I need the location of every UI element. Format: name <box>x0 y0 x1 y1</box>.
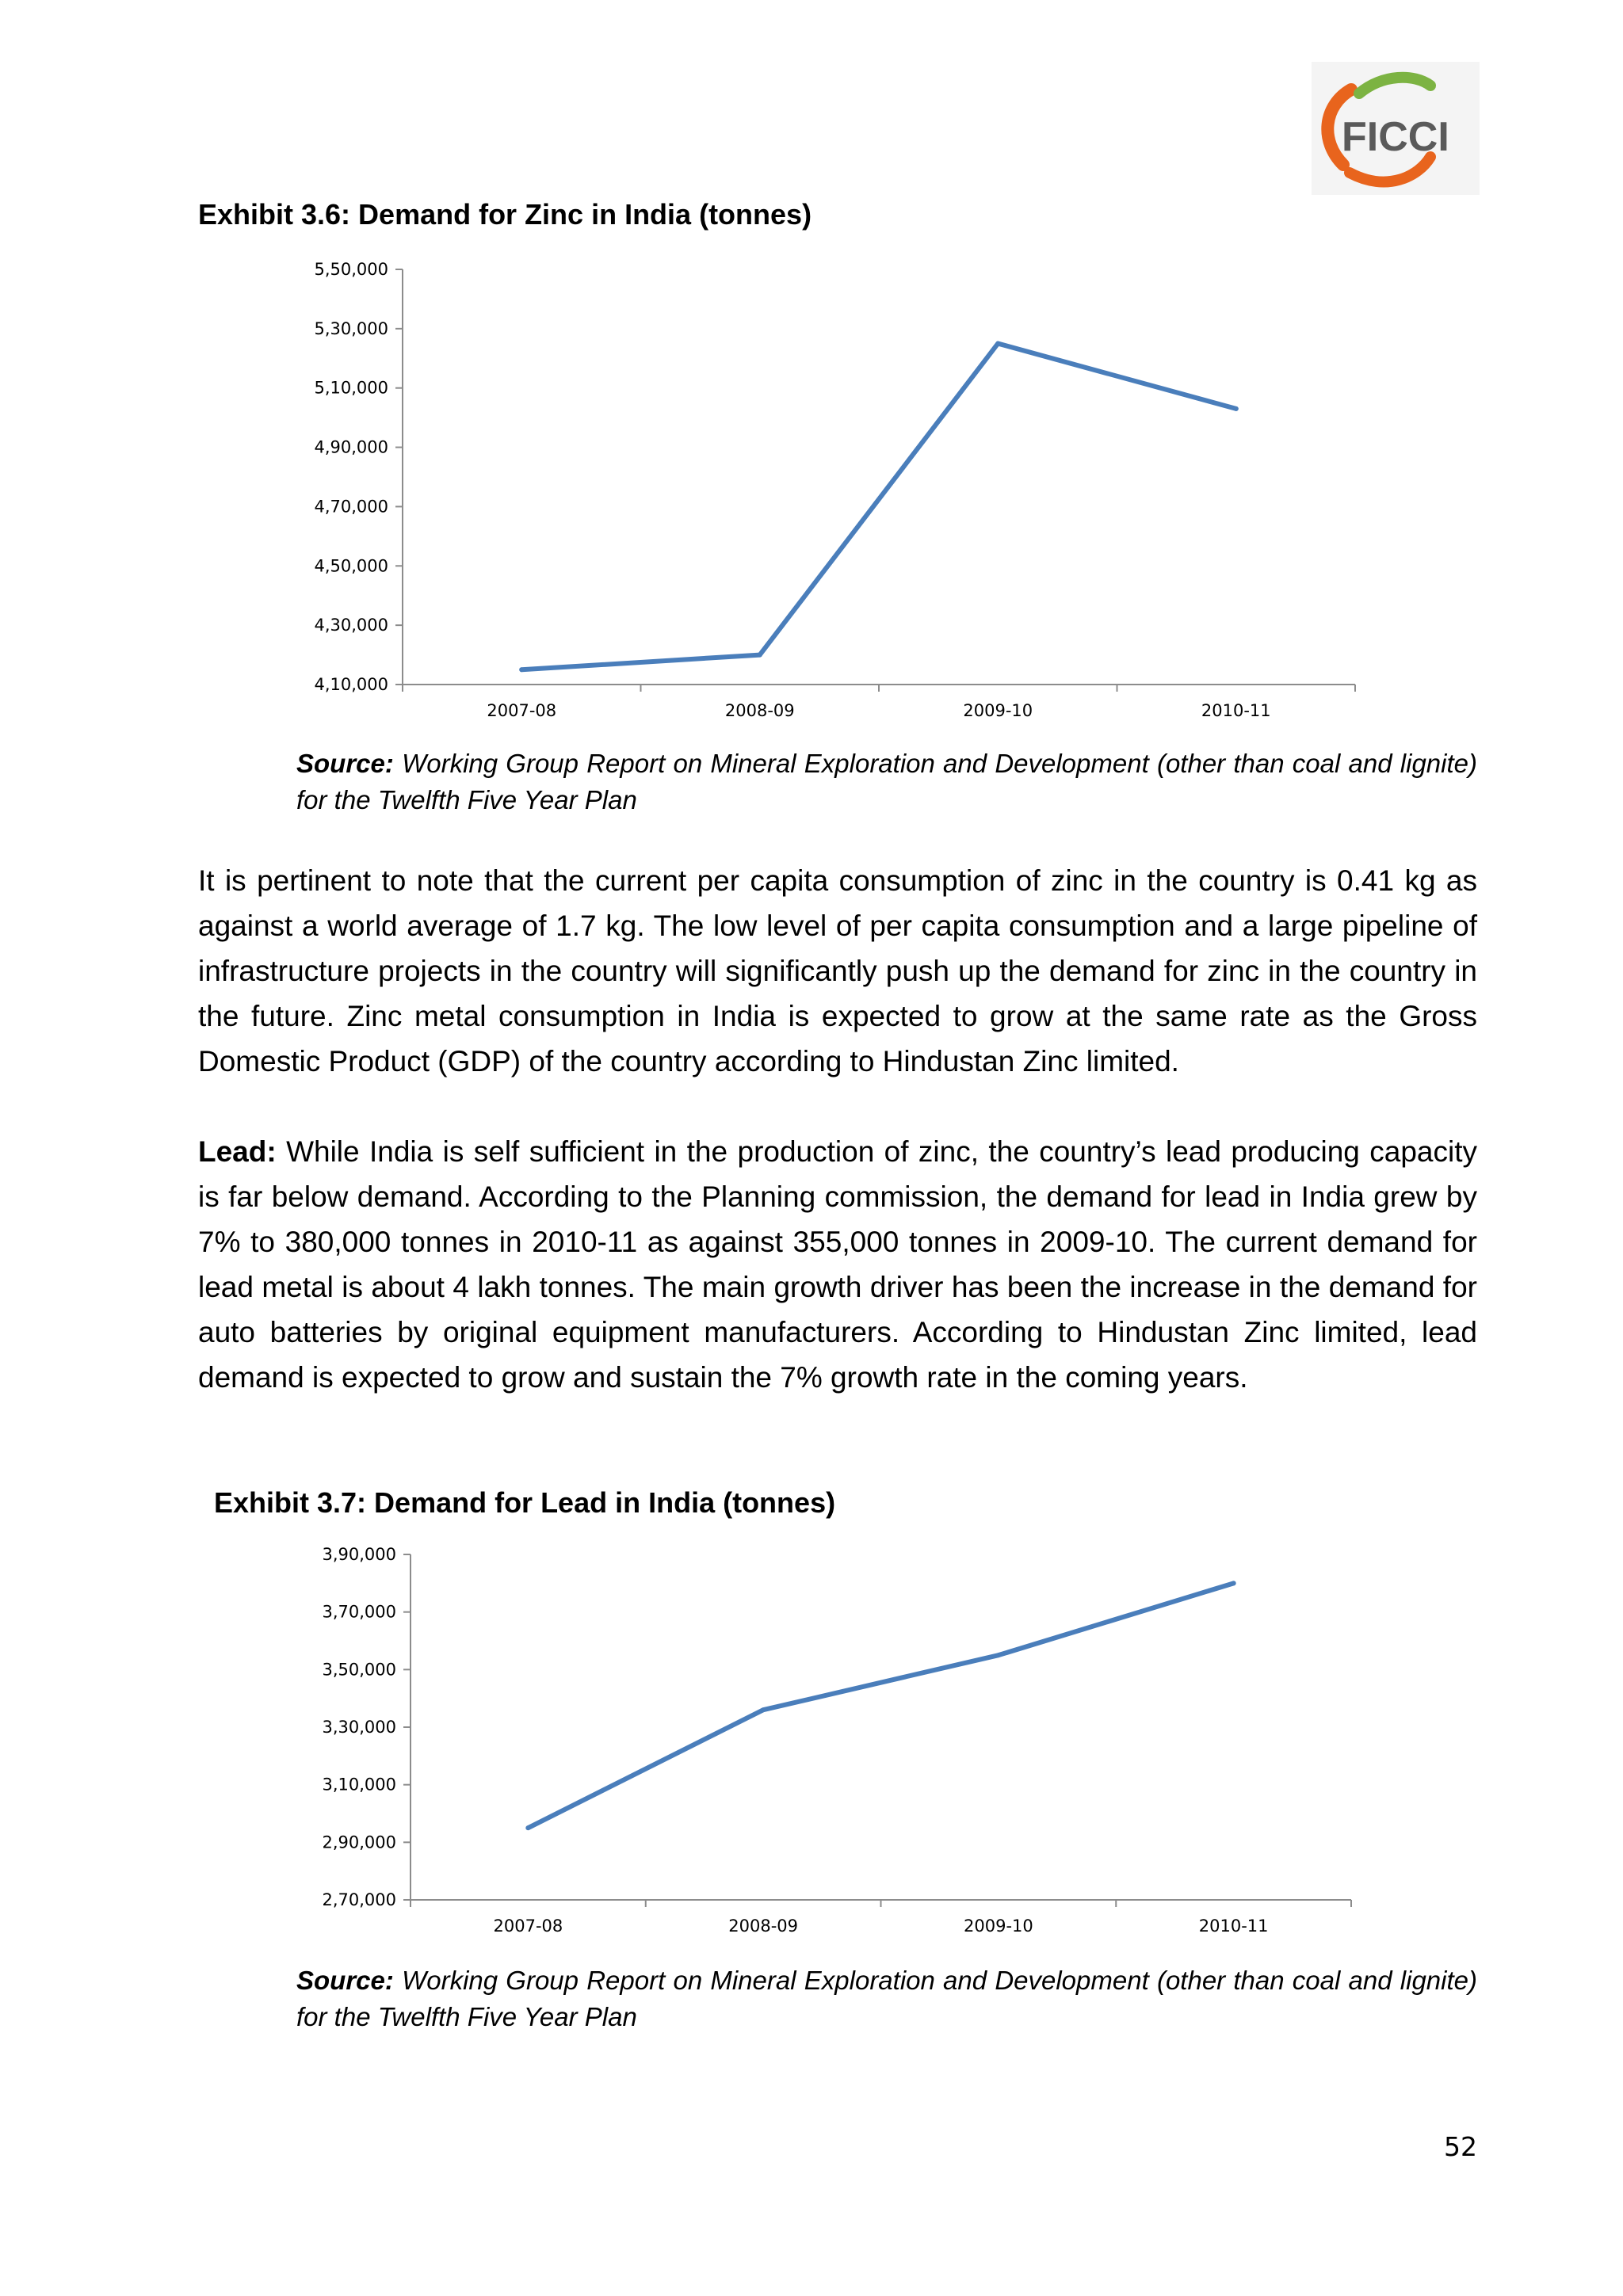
zinc-data-point <box>519 667 524 672</box>
lead-y-tick-label: 3,30,000 <box>322 1718 396 1737</box>
zinc-x-tick-label: 2009-10 <box>963 701 1033 720</box>
lead-y-tick-label: 3,90,000 <box>322 1545 396 1564</box>
lead-x-tick-label: 2009-10 <box>964 1917 1033 1936</box>
zinc-series-line <box>521 344 1236 670</box>
lead-y-tick-label: 3,70,000 <box>322 1602 396 1622</box>
lead-series-line <box>528 1583 1233 1828</box>
lead-y-tick-label: 3,10,000 <box>322 1775 396 1794</box>
logo-wordmark: FICCI <box>1342 114 1449 160</box>
ficci-logo <box>1312 62 1480 195</box>
zinc-y-tick-label: 5,10,000 <box>314 378 388 398</box>
zinc-source-note <box>296 746 1477 818</box>
page-number: 52 <box>1444 2131 1477 2162</box>
lead-source-label: Source: <box>296 1966 394 1995</box>
lead-x-tick-label: 2008-09 <box>728 1917 798 1936</box>
zinc-data-point <box>995 341 1000 346</box>
ficci-logo-graphic <box>1312 62 1480 195</box>
lead-x-tick-label: 2010-11 <box>1198 1917 1269 1936</box>
lead-demand-chart <box>285 1542 1371 1954</box>
lead-data-point <box>761 1707 766 1712</box>
zinc-data-point <box>758 653 762 658</box>
exhibit-zinc-title: Exhibit 3.6: Demand for Zinc in India (tonnes) <box>198 198 812 231</box>
zinc-y-tick-label: 4,90,000 <box>314 437 388 457</box>
lead-x-tick-label: 2007-08 <box>493 1917 563 1936</box>
lead-paragraph <box>198 1129 1477 1400</box>
lead-data-point <box>1232 1581 1236 1585</box>
zinc-source-label: Source: <box>296 749 394 778</box>
lead-y-tick-label: 2,90,000 <box>322 1833 396 1852</box>
zinc-x-tick-label: 2010-11 <box>1201 701 1271 720</box>
zinc-y-tick-label: 5,30,000 <box>314 318 388 338</box>
lead-source-note <box>296 1962 1477 2035</box>
exhibit-lead-title: Exhibit 3.7: Demand for Lead in India (tonnes) <box>214 1486 836 1519</box>
lead-source-text: Working Group Report on Mineral Exploration and Development (other than coal and lignite) for the Twelfth Five Year Plan <box>296 1966 1477 2031</box>
zinc-y-tick-label: 4,50,000 <box>314 556 388 576</box>
lead-y-tick-label: 2,70,000 <box>322 1890 396 1909</box>
zinc-consumption-paragraph: It is pertinent to note that the current per capita consumption of zinc in the country is 0.41 kg as against a world average of 1.7 kg. The low level of per capita consumption and a large pipeline of infrastructure projects in the country will significantly push up the demand for zinc in the country in the future. Zinc metal consumption in India is expected to grow at the same rate as the Gross Domestic Product (GDP) of the country according to Hindustan Zinc limited. <box>198 864 1477 1077</box>
zinc-x-tick-label: 2007-08 <box>487 701 557 720</box>
lead-data-point <box>525 1825 530 1830</box>
zinc-y-tick-label: 4,10,000 <box>314 675 388 694</box>
zinc-data-point <box>1234 406 1239 411</box>
lead-paragraph-text: While India is self sufficient in the production of zinc, the country’s lead producing capacity is far below demand. According to the Planning commission, the demand for lead in India grew by 7% to 380,000 tonnes in 2010-11 as against 355,000 tonnes in 2009-10. The current demand for lead metal is about 4 lakh tonnes. The main growth driver has been the increase in the demand for auto batteries by original equipment manufacturers. According to Hindustan Zinc limited, lead demand is expected to grow and sustain the 7% growth rate in the coming years. <box>198 1135 1477 1394</box>
zinc-y-tick-label: 4,70,000 <box>314 497 388 517</box>
lead-data-point <box>996 1653 1001 1657</box>
lead-paragraph-label: Lead: <box>198 1135 277 1168</box>
zinc-x-tick-label: 2008-09 <box>724 701 795 720</box>
zinc-y-tick-label: 4,30,000 <box>314 616 388 635</box>
zinc-source-text: Working Group Report on Mineral Exploration and Development (other than coal and lignite) for the Twelfth Five Year Plan <box>296 749 1477 814</box>
lead-y-tick-label: 3,50,000 <box>322 1660 396 1680</box>
zinc-y-tick-label: 5,50,000 <box>314 260 388 279</box>
zinc-demand-chart <box>285 252 1371 727</box>
